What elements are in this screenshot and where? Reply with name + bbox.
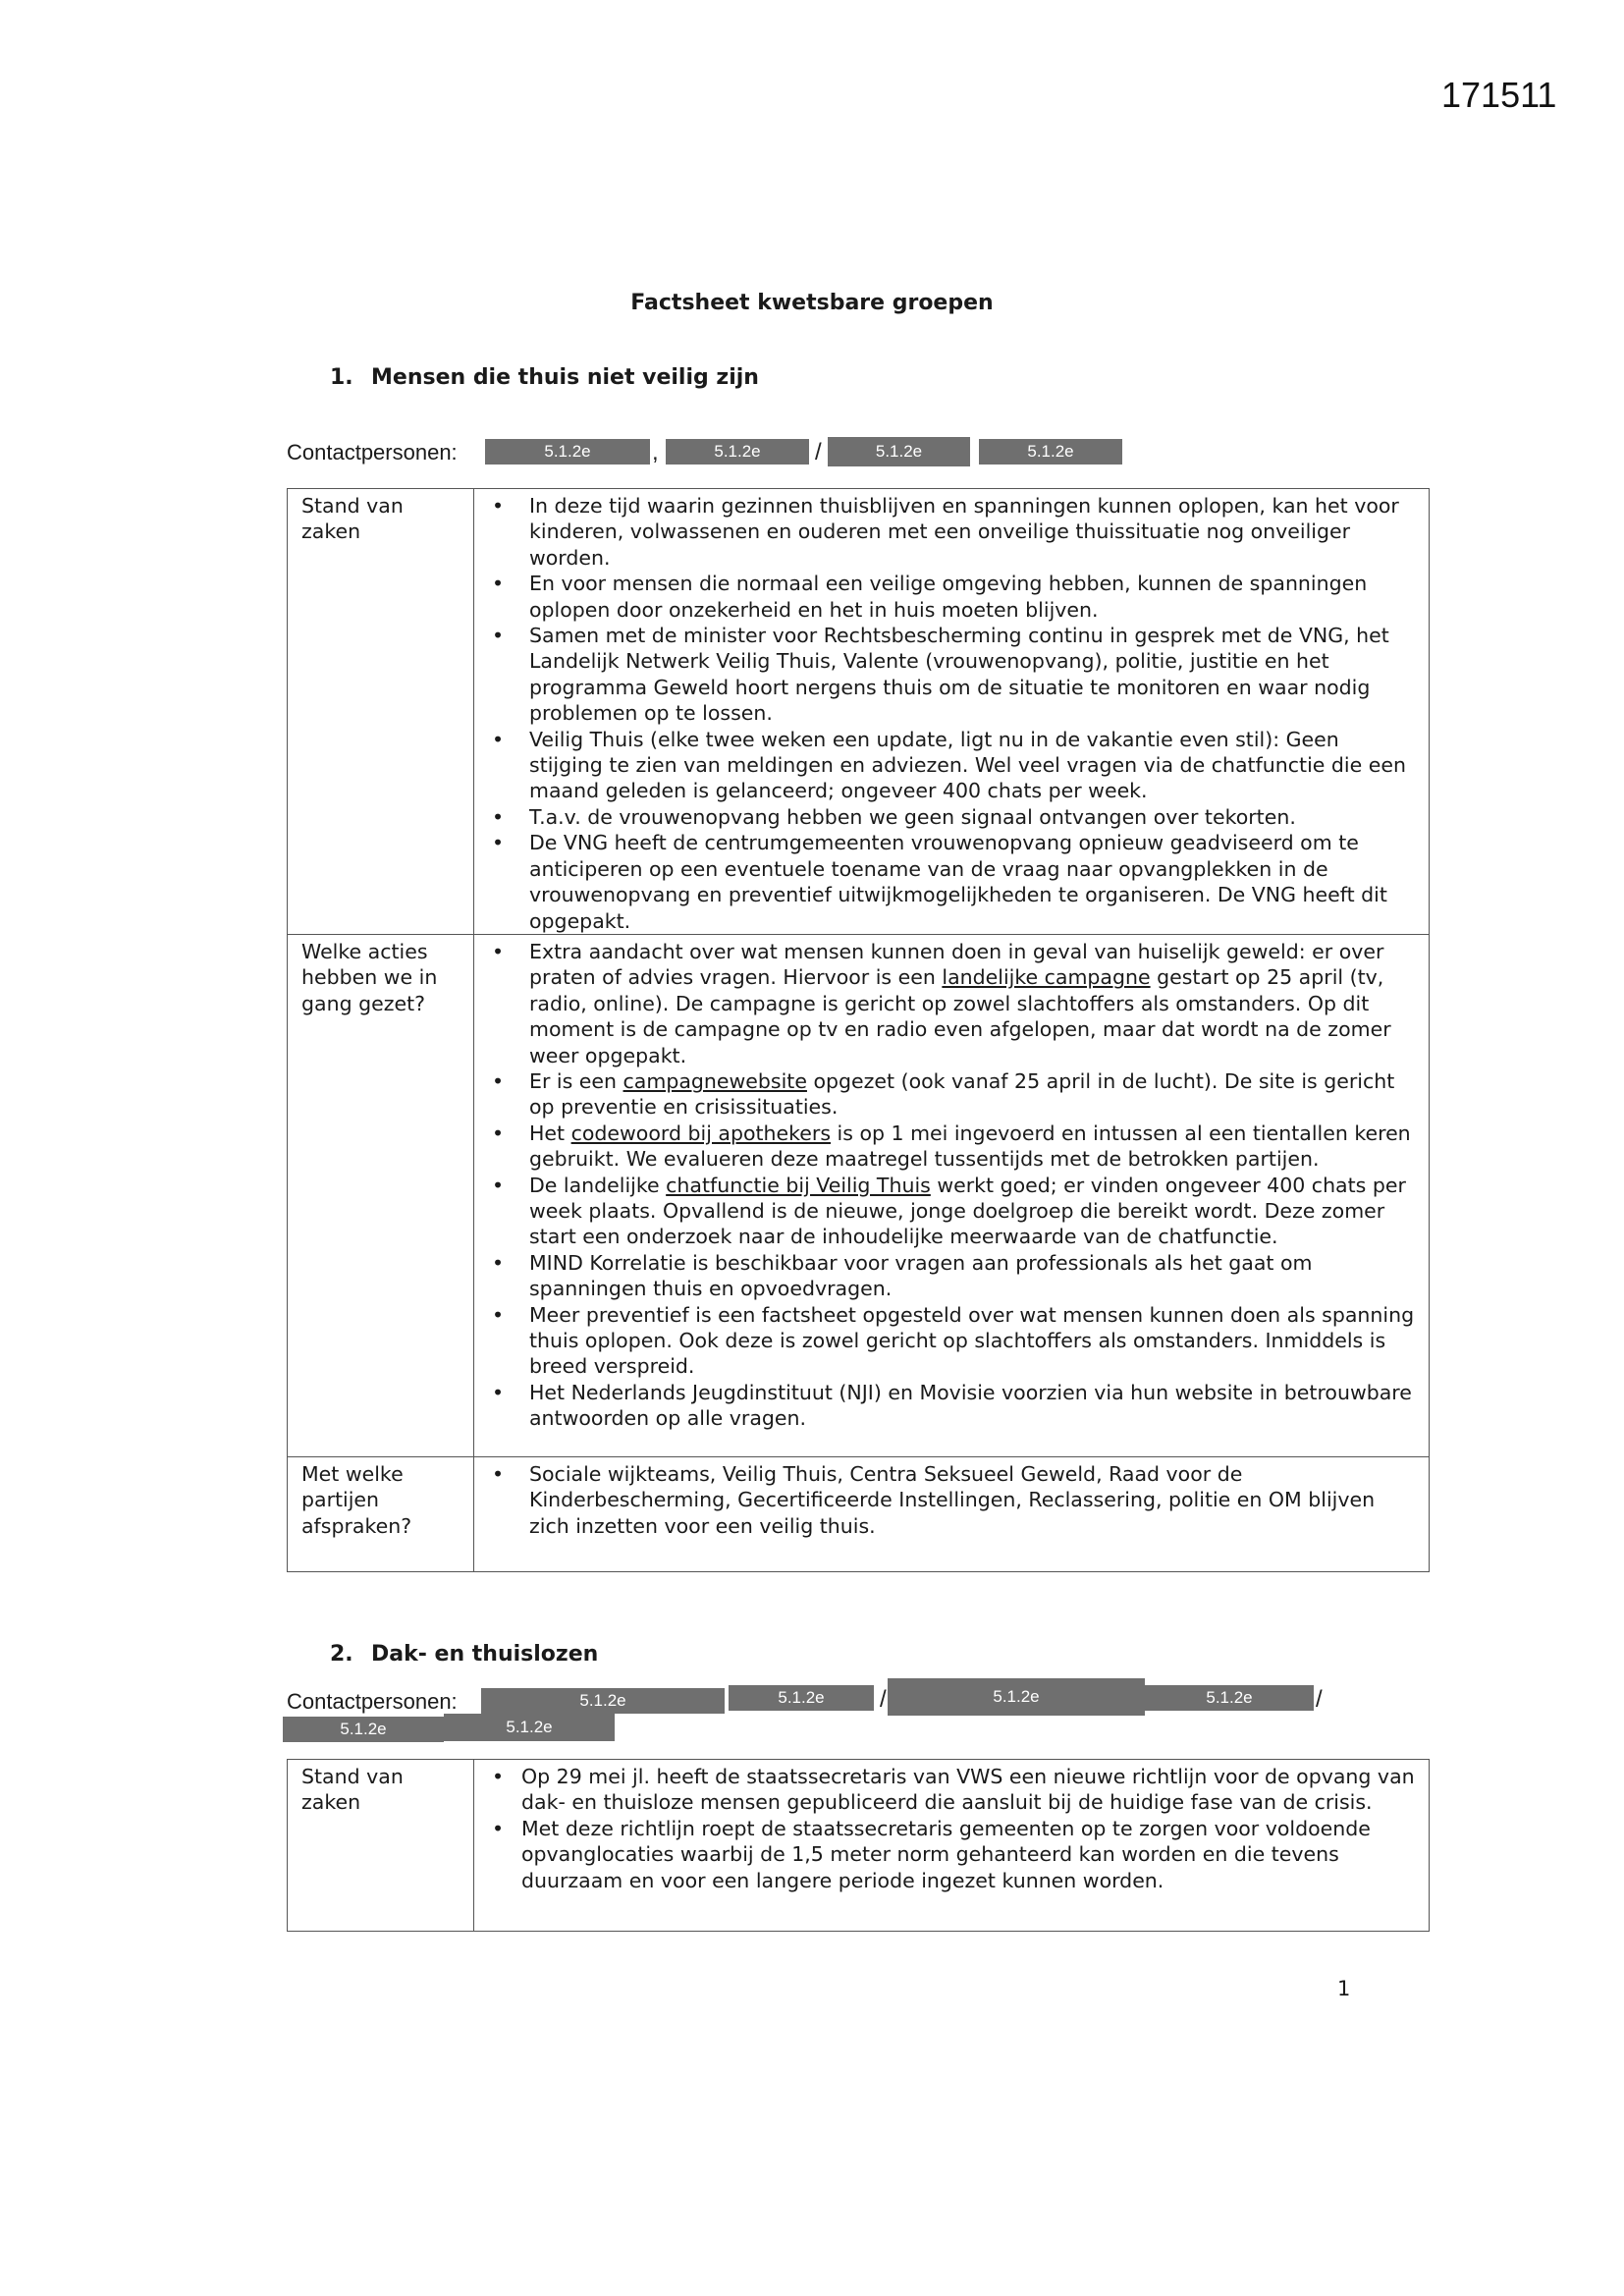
table-row <box>288 1456 1430 1571</box>
campaign-link[interactable]: landelijke campagne <box>942 965 1151 990</box>
list-item: • T.a.v. de vrouwenopvang hebben we geen signaal ontvangen over tekorten. <box>480 804 1415 830</box>
list-item: • En voor mensen die normaal een veilige omgeving hebben, kunnen de spanningen oplopen door onzekerheid en het in huis moeten blijven. <box>480 571 1415 623</box>
redaction-box: 5.1.2e <box>444 1714 615 1741</box>
separator-comma: , <box>652 439 659 465</box>
row-content <box>474 934 1430 1456</box>
redaction-box: 5.1.2e <box>481 1688 725 1714</box>
redaction-box: 5.1.2e <box>979 439 1122 465</box>
row-label: Met welke partijen afspraken? <box>288 1456 474 1571</box>
redaction-box: 5.1.2e <box>828 437 970 466</box>
list-item: • MIND Korrelatie is beschikbaar voor vragen aan professionals als het gaat om spanningen thuis en opvoedvragen. <box>480 1250 1415 1302</box>
row-label: Welke acties hebben we in gang gezet? <box>288 934 474 1456</box>
list-item: • Veilig Thuis (elke twee weken een update, ligt nu in de vakantie even stil): Geen stijging te zien van meldingen en adviezen. Wel veel vragen via de chatfunctie die een maand geleden is gelanceerd; ongeveer 400 chats per week. <box>480 727 1415 804</box>
section-1-heading <box>330 365 759 390</box>
row-content <box>474 489 1430 935</box>
list-item: • De landelijke chatfunctie bij Veilig Thuis werkt goed; er vinden ongeveer 400 chats per week plaats. Opvallend is de nieuwe, jonge doelgroep die bereikt wordt. Deze zomer start een onderzoek naar de inhoudelijke meerwaarde van de chatfunctie. <box>480 1173 1415 1250</box>
list-item: • Het Nederlands Jeugdinstituut (NJI) en Movisie voorzien via hun website in betrouwbare antwoorden op alle vragen. <box>480 1380 1415 1432</box>
list-item: • Samen met de minister voor Rechtsbescherming continu in gesprek met de VNG, het Landelijk Netwerk Veilig Thuis, Valente (vrouwenopvang), politie, justitie en het programma Geweld hoort nergens thuis om de situatie te monitoren en waar nodig problemen op te lossen. <box>480 623 1415 727</box>
table-row <box>288 1760 1430 1932</box>
page-title: Factsheet kwetsbare groepen <box>630 291 994 315</box>
section-2-heading <box>330 1642 598 1667</box>
section-1-title: Mensen die thuis niet veilig zijn <box>371 365 759 390</box>
section-2-number: 2. <box>330 1642 353 1667</box>
section-2-table <box>287 1759 1430 1932</box>
section-1-number: 1. <box>330 365 353 390</box>
redaction-box: 5.1.2e <box>729 1685 874 1711</box>
section-2-contacts-label: Contactpersonen: <box>287 1689 458 1714</box>
separator-slash: / <box>815 439 822 465</box>
list-item: • Extra aandacht over wat mensen kunnen doen in geval van huiselijk geweld: er over praten of advies vragen. Hiervoor is een landelijke campagne gestart op 25 april (tv, radio, online). De campagne is gericht op zowel slachtoffers als omstanders. Op dit moment is de campagne op tv en radio even afgelopen, maar dat wordt na de zomer weer opgepakt. <box>480 939 1415 1068</box>
section-1-contacts-label: Contactpersonen: <box>287 440 458 465</box>
row-content <box>474 1760 1430 1932</box>
document-number: 171511 <box>1441 75 1557 115</box>
chat-function-link[interactable]: chatfunctie bij Veilig Thuis <box>666 1173 931 1197</box>
redaction-box: 5.1.2e <box>1145 1685 1314 1711</box>
list-item: • Meer preventief is een factsheet opgesteld over wat mensen kunnen doen als spanning thuis oplopen. Ook deze is zowel gericht op slachtoffers als omstanders. Inmiddels is breed verspreid. <box>480 1302 1415 1380</box>
redaction-box: 5.1.2e <box>485 439 650 465</box>
list-item: • Op 29 mei jl. heeft de staatssecretaris van VWS een nieuwe richtlijn voor de opvang van dak- en thuisloze mensen gepubliceerd die aansluit bij de huidige fase van de crisis. <box>480 1764 1415 1816</box>
list-item: • Het codewoord bij apothekers is op 1 mei ingevoerd en intussen al een tientallen keren gebruikt. We evalueren deze maatregel tussentijds met de betrokken partijen. <box>480 1121 1415 1173</box>
row-label: Stand van zaken <box>288 1760 474 1932</box>
table-row <box>288 489 1430 935</box>
separator-slash: / <box>1316 1686 1323 1713</box>
list-item: • Er is een campagnewebsite opgezet (ook vanaf 25 april in de lucht). De site is gericht op preventie en crisissituaties. <box>480 1068 1415 1121</box>
page-number: 1 <box>1337 1977 1351 2000</box>
separator-slash: / <box>880 1686 887 1713</box>
redaction-box: 5.1.2e <box>666 439 809 465</box>
list-item: • In deze tijd waarin gezinnen thuisblijven en spanningen kunnen oplopen, kan het voor kinderen, volwassenen en ouderen met een onveilige thuissituatie nog onveiliger worden. <box>480 493 1415 571</box>
section-2-title: Dak- en thuislozen <box>371 1642 599 1667</box>
section-1-table <box>287 488 1430 1572</box>
redaction-box: 5.1.2e <box>283 1717 444 1742</box>
row-content <box>474 1456 1430 1571</box>
table-row <box>288 934 1430 1456</box>
list-item: • Met deze richtlijn roept de staatssecretaris gemeenten op te zorgen voor voldoende opvanglocaties waarbij de 1,5 meter norm gehanteerd kan worden en die tevens duurzaam en voor een langere periode ingezet kunnen worden. <box>480 1816 1415 1893</box>
campaign-website-link[interactable]: campagnewebsite <box>623 1068 807 1093</box>
row-label: Stand van zaken <box>288 489 474 935</box>
list-item: • Sociale wijkteams, Veilig Thuis, Centra Seksueel Geweld, Raad voor de Kinderbescherming, Gecertificeerde Instellingen, Reclassering, politie en OM blijven zich inzetten voor een veilig thuis. <box>480 1461 1415 1539</box>
list-item: • De VNG heeft de centrumgemeenten vrouwenopvang opnieuw geadviseerd om te anticiperen op een eventuele toename van de vraag naar opvangplekken in de vrouwenopvang en preventief uitwijkmogelijkheden te organiseren. De VNG heeft dit opgepakt. <box>480 830 1415 934</box>
pharmacy-codeword-link[interactable]: codewoord bij apothekers <box>570 1121 832 1145</box>
redaction-box: 5.1.2e <box>888 1678 1145 1716</box>
